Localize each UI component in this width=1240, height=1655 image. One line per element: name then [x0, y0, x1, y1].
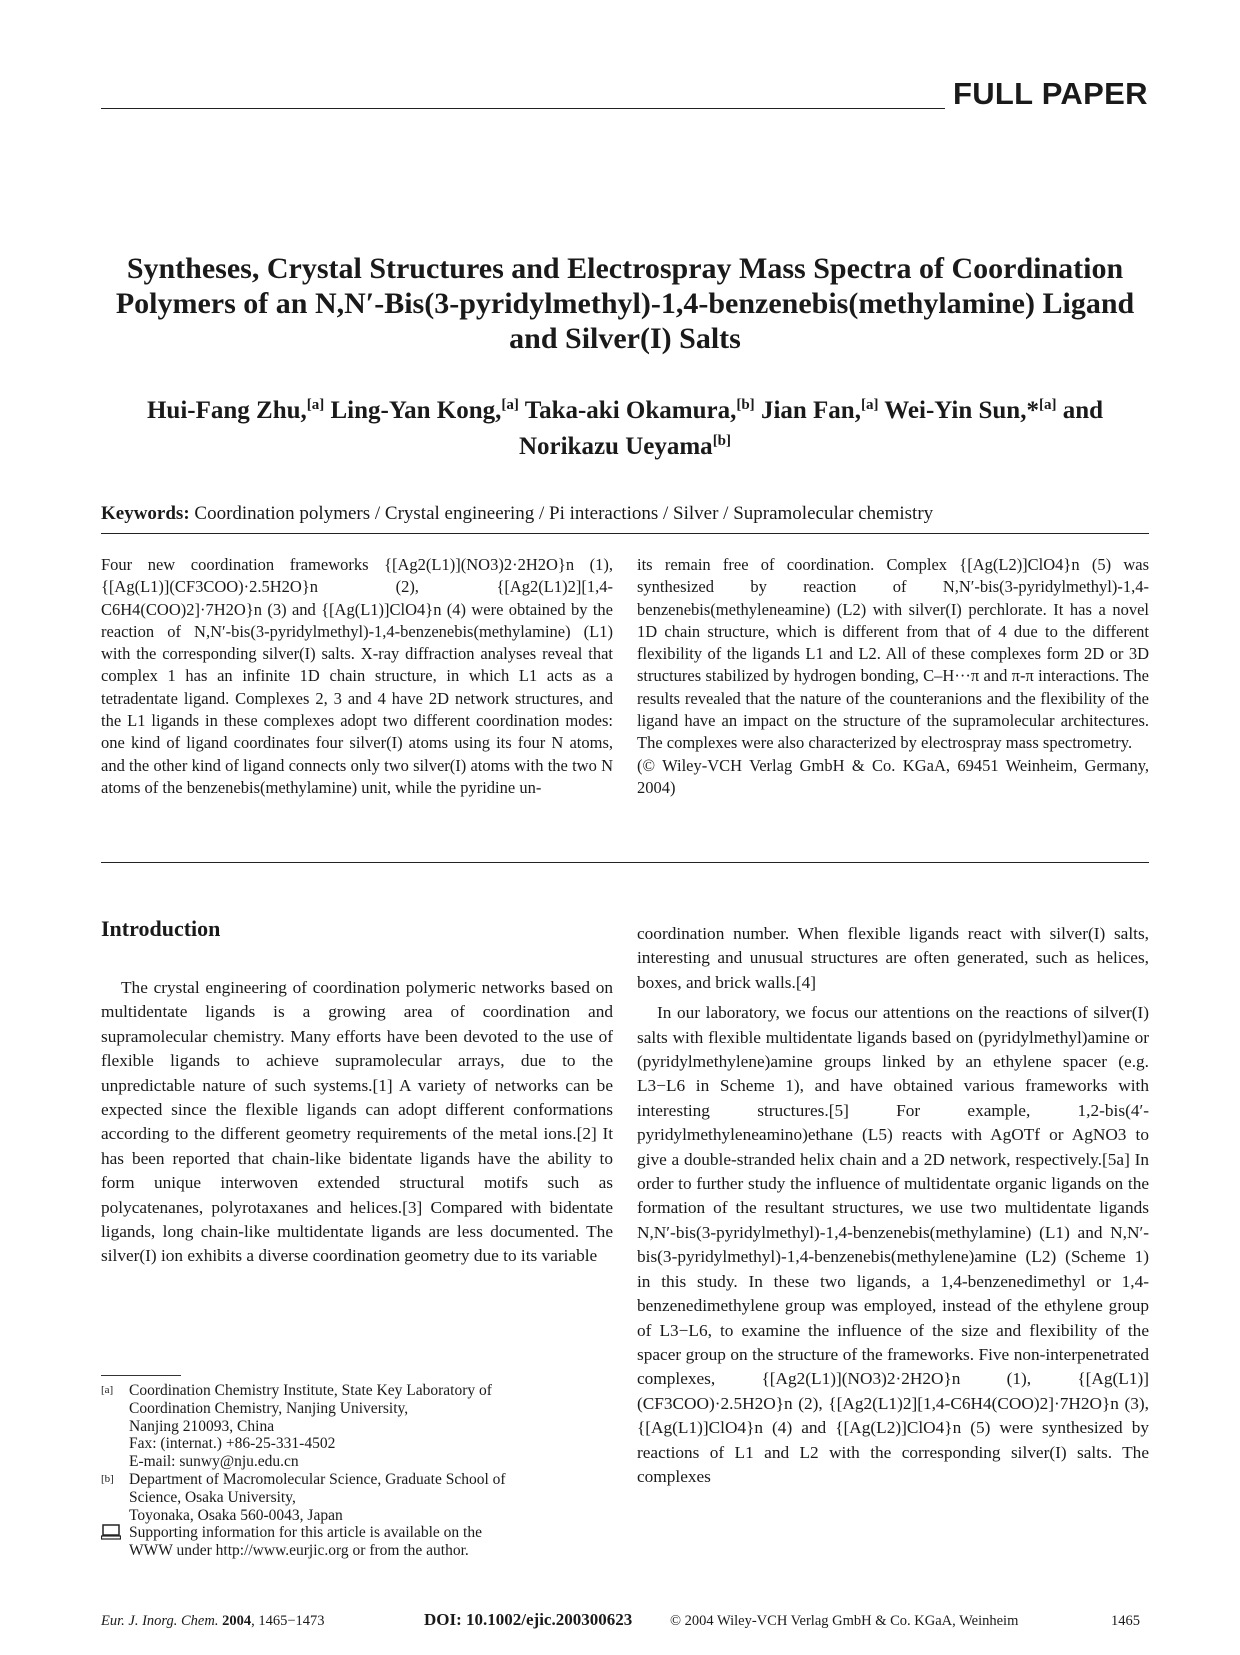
- abstract-right-column: [637, 554, 1149, 799]
- footnote-line: Department of Macromolecular Science, Graduate School of: [129, 1470, 506, 1488]
- page-number: 1465: [1111, 1613, 1140, 1629]
- intro-left-column: [101, 976, 613, 1269]
- abstract-bottom-rule: [101, 862, 1149, 863]
- abstract-text-right: its remain free of coordination. Complex {[Ag(L2)]ClO4}n (5) was synthesized by reaction of N,N′-bis(3-pyridylmethyl)-1,4-benzenebis(methyleneamine) (L2) with silver(I) perchlorate. It has a novel 1D chain structure, which is different from that of 4 due to the different flexibility of the ligands L1 and L2. All of these complexes form 2D or 3D structures stabilized by hydrogen bonding, C–H···π and π-π interactions. The results revealed that the nature of the counteranions and the flexibility of the ligand have an impact on the structure of the supramolecular architectures. The complexes were also characterized by electrospray mass spectrometry.: [637, 555, 1149, 753]
- author-name: Taka-aki Okamura,: [524, 397, 737, 424]
- footnote-line: E-mail: sunwy@nju.edu.cn: [129, 1453, 299, 1471]
- footnote-line: Supporting information for this article is available on the: [129, 1524, 482, 1542]
- intro-paragraph: The crystal engineering of coordination polymeric networks based on multidentate ligands is a growing area of coordination and supramolecular chemistry. Many efforts have been devoted to the use of flexible ligands to achieve supramolecular arrays, due to the unpredictable nature of such systems.[1] A variety of networks can be expected since the flexible ligands can adopt different conformations according to the different geometry requirements of the metal ions.[2] It has been reported that chain-like bidentate ligands have the ability to form unique interwoven extended structural motifs such as polycatenanes, polyrotaxanes and helices.[3] Compared with bidentate ligands, long chain-like multidentate ligands are less documented. The silver(I) ion exhibits a diverse coordination geometry due to its variable: [101, 978, 613, 1266]
- author-name: Norikazu Ueyama: [518, 433, 713, 460]
- footnote-mark: [b]: [101, 1472, 114, 1485]
- footnotes: [101, 1382, 613, 1560]
- footnote-line: Science, Osaka University,: [129, 1488, 296, 1506]
- footnote-rule: [101, 1375, 181, 1376]
- abstract-left-column: [101, 554, 613, 799]
- section-label: FULL PAPER: [953, 76, 1148, 111]
- keywords-label: Keywords:: [101, 503, 190, 524]
- computer-icon: [101, 1524, 129, 1560]
- author-affiliation: [a]: [1038, 397, 1057, 413]
- footnote-line: Fax: (internat.) +86-25-331-4502: [129, 1435, 336, 1453]
- footer-citation: Eur. J. Inorg. Chem. 2004, 1465−1473: [101, 1613, 325, 1629]
- intro-paragraph: In our laboratory, we focus our attentions on the reactions of silver(I) salts with flexible multidentate ligands based on (pyridylmethyl)amine or (pyridylmethylene)amine groups linked by an ethylene spacer (e.g. L3−L6 in Scheme 1), and have obtained various frameworks with interesting structures.[5] For example, 1,2-bis(4′-pyridylmethyleneamino)ethane (L5) reacts with AgOTf or AgNO3 to give a double-stranded helix chain and a 2D network, respectively.[5a] In order to further study the influence of multidentate organic ligands on the formation of the resultant structures, we use two multidentate ligands N,N′-bis(3-pyridylmethyl)-1,4-benzenebis(methylamine) (L1) and N,N′-bis(3-pyridylmethyl)-1,4-benzenebis(methylene)amine (L2) (Scheme 1) in this study. In these two ligands, a 1,4-benzenedimethyl or 1,4-benzenedimethylene group was employed, instead of the ethylene group of L3−L6, to examine the influence of the size and flexibility of the spacer group on the structure of the frameworks. Five non-interpenetrated complexes, {[Ag2(L1)](NO3)2·2H2O}n (1), {[Ag(L1)](CF3COO)·2.5H2O}n (2), {[Ag2(L1)2][1,4-C6H4(COO)2]·7H2O}n (3), {[Ag(L1)]ClO4}n (4) and {[Ag(L2)]ClO4}n (5) were synthesized by reactions of L1 and L2 with the corresponding silver(I) salts. The complexes: [637, 1003, 1149, 1486]
- intro-paragraph: coordination number. When flexible ligands react with silver(I) salts, interesting and unusual structures are often generated, such as helices, boxes, and brick walls.[4]: [637, 924, 1149, 992]
- intro-right-column: [637, 922, 1149, 1489]
- title-line-3: and Silver(I) Salts: [509, 322, 741, 355]
- author-line-2: [101, 426, 1149, 462]
- footer-pages: 1465−1473: [258, 1613, 325, 1629]
- footnote-supporting-info: [101, 1524, 613, 1560]
- footer-year: 2004: [222, 1613, 252, 1629]
- author-name: Ling-Yan Kong,: [330, 397, 502, 424]
- author-name: Hui-Fang Zhu,: [146, 397, 307, 424]
- keywords: [101, 502, 1149, 526]
- footnote-line: Coordination Chemistry, Nanjing University,: [129, 1399, 409, 1417]
- author-name: Jian Fan,: [760, 397, 861, 424]
- article-title: [101, 251, 1149, 356]
- footnote-line: Nanjing 210093, China: [129, 1417, 275, 1435]
- abstract-copyright: (© Wiley-VCH Verlag GmbH & Co. KGaA, 69451 Weinheim, Germany, 2004): [637, 755, 1149, 797]
- author-affiliation: [a]: [501, 397, 519, 413]
- footnote-line: WWW under http://www.eurjic.org or from the author.: [129, 1542, 469, 1560]
- header-rule: [101, 108, 945, 109]
- author-affiliation: [a]: [860, 397, 879, 413]
- footnote-affiliation-a: [101, 1382, 613, 1471]
- footer-copyright: © 2004 Wiley-VCH Verlag GmbH & Co. KGaA, Weinheim: [670, 1613, 1019, 1629]
- footer-doi: DOI: 10.1002/ejic.200300623: [424, 1610, 633, 1629]
- footnote-mark: [a]: [101, 1384, 114, 1396]
- abstract-top-rule: [101, 533, 1149, 534]
- author-line-1: [101, 390, 1149, 426]
- author-affiliation: [b]: [736, 397, 755, 413]
- keywords-text: Coordination polymers / Crystal engineering / Pi interactions / Silver / Supramolecular chemistry: [194, 503, 934, 524]
- footnote-affiliation-b: [101, 1471, 613, 1524]
- author-name: Wei-Yin Sun,*: [884, 397, 1039, 424]
- title-line-1: Syntheses, Crystal Structures and Electrospray Mass Spectra of Coordination: [126, 252, 1124, 285]
- footer-journal: Eur. J. Inorg. Chem.: [101, 1613, 219, 1629]
- author-affiliation: [a]: [306, 397, 325, 413]
- title-line-2: Polymers of an N,N′-Bis(3-pyridylmethyl)-1,4-benzenebis(methylamine) Ligand: [115, 287, 1135, 320]
- abstract-text-left: Four new coordination frameworks {[Ag2(L1)](NO3)2·2H2O}n (1), {[Ag(L1)](CF3COO)·2.5H2O}n (2), {[Ag2(L1)2][1,4-C6H4(COO)2]·7H2O}n (3) and {[Ag(L1)]ClO4}n (4) were obtained by the reaction of N,N′-bis(3-pyridylmethyl)-1,4-benzenebis(methylamine) (L1) with the corresponding silver(I) salts. X-ray diffraction analyses reveal that complex 1 has an infinite 1D chain structure, in which L1 acts as a tetradentate ligand. Complexes 2, 3 and 4 have 2D network structures, and the L1 ligands in these complexes adopt two different coordination modes: one kind of ligand coordinates four silver(I) atoms using its four N atoms, and the other kind of ligand connects only two silver(I) atoms with the two N atoms of the benzenebis(methylamine) unit, while the pyridine un-: [101, 555, 613, 797]
- footnote-line: Coordination Chemistry Institute, State Key Laboratory of: [129, 1382, 492, 1399]
- author-affiliation: [b]: [712, 433, 732, 449]
- footnote-line: Toyonaka, Osaka 560-0043, Japan: [129, 1506, 343, 1524]
- author-and: and: [1062, 397, 1104, 424]
- author-list: [101, 390, 1149, 462]
- section-heading-introduction: Introduction: [101, 916, 221, 941]
